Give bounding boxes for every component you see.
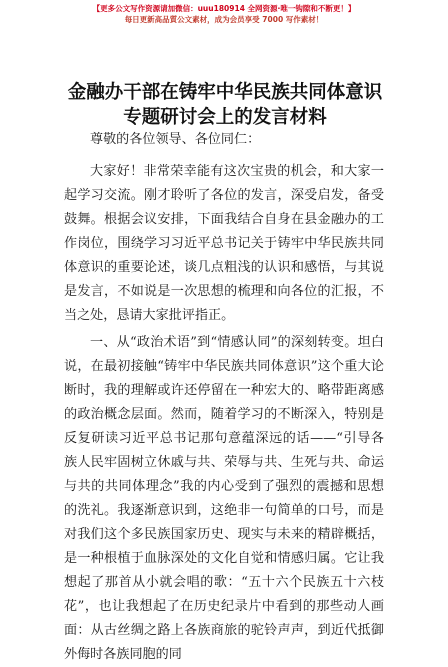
promo-line-1: 【更多公文写作资源请加微信：uuu180914 全网资源·唯一钩隙和不断更！】 xyxy=(92,4,356,13)
promo-line-2: 每日更新高品質公文素材，成为会员享受 7000 写作素材！ xyxy=(124,15,324,24)
promo-banner xyxy=(0,3,448,25)
paragraph-intro: 大家好！非常荣幸能有这次宝贵的机会，和大家一起学习交流。刚才聆听了各位的发言，深受启发，备受鼓舞。根据会议安排，下面我结合自身在县金融办的工作岗位，围绕学习习近平总书记关于铸牢中华民族共同体意识的重要论述，谈几点粗浅的认识和感悟，与其说是发言，不如说是一次思想的梳理和向各位的汇报，不当之处，恳请大家批评指正。 xyxy=(64,164,384,323)
salutation: 尊敬的各位领导、各位同仁： xyxy=(90,132,261,147)
document-title: 金融办干部在铸牢中华民族共同体意识专题研讨会上的发言材料 xyxy=(67,82,383,128)
document-body xyxy=(64,128,384,667)
paragraph-section-1: 一、从“政治术语”到“情感认同”的深刻转变。坦白说，在最初接触“铸牢中华民族共同体意识”这个重大论断时，我的理解或许还停留在一种宏大的、略带距离感的政治概念层面。然而，随着学习的不断深入，特别是反复研读习近平总书记那句意蕴深远的话——“引导各族人民牢固树立休戚与共、荣辱与共、生死与共、命运与共的共同体理念”我的内心受到了强烈的震撼和思想的洗礼。我逐渐意识到，这绝非一句简单的口号，而是对我们这个多民族国家历史、现实与未来的精辟概括，是一种根植于血脉深处的文化自觉和情感归属。它让我想起了那首从小就会唱的歌：“五十六个民族五十六枝花”，也让我想起了在历史纪录片中看到的那些动人画面：从古丝绸之路上各族商旅的驼铃声声，到近代抵御外侮时各族同胞的同 xyxy=(64,335,384,662)
